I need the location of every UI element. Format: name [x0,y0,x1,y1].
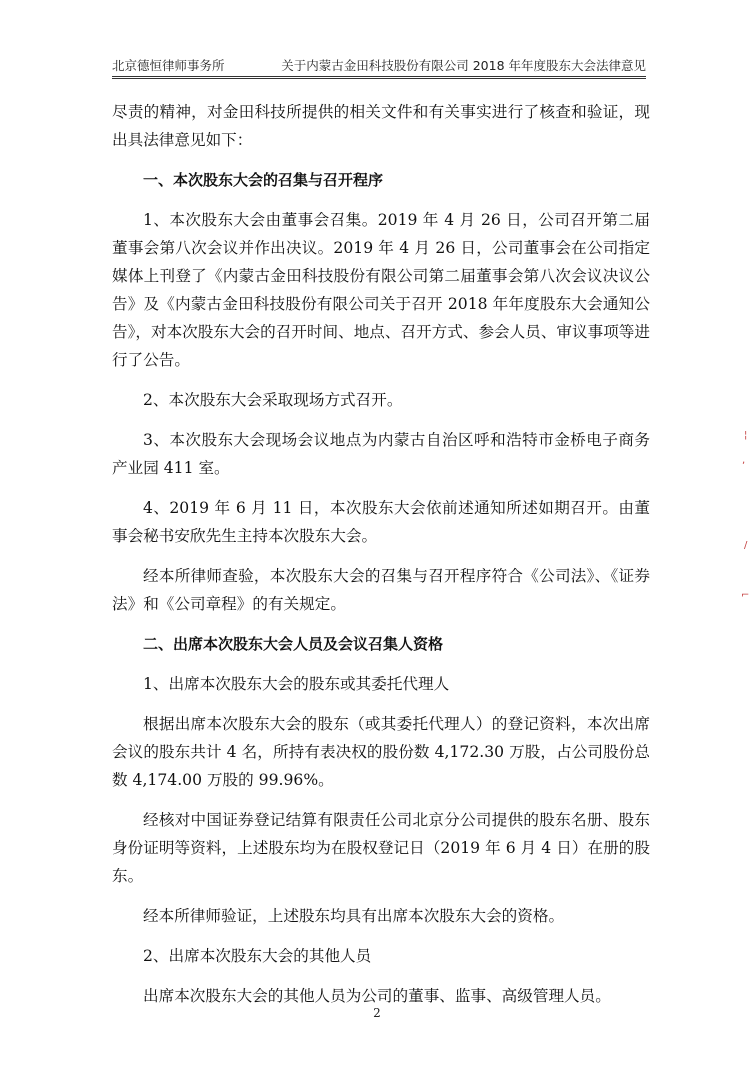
subsection-heading-shareholders: 1、出席本次股东大会的股东或其委托代理人 [143,675,450,693]
paragraph-intro: 尽责的精神，对金田科技所提供的相关文件和有关事实进行了核查和验证，现出具法律意见如下： [112,103,650,149]
section-heading-attendees: 二、出席本次股东大会人员及会议召集人资格 [143,635,444,653]
header-divider [112,76,646,77]
paragraph-shareholder-count: 根据出席本次股东大会的股东（或其委托代理人）的登记资料，本次出席会议的股东共计 4 名，所持有表决权的股份数 4,172.30 万股，占公司股份总数 4,174.00 万股的 99.96%。 [112,715,650,789]
header-divider-secondary [112,78,646,79]
paragraph-convening-1: 1、本次股东大会由董事会召集。2019 年 4 月 26 日，公司召开第二届董事会第八次会议并作出决议。2019 年 4 月 26 日，公司董事会在公司指定媒体上刊登了《内蒙古金田科技股份有限公司第二届董事会第八次会议决议公告》及《内蒙古金田科技股份有限公司关于召开 2018 年年度股东大会通知公告》，对本次股东大会的召开时间、地点、召开方式、参会人员、审议事项等进行了公告。 [112,211,650,369]
page-header [112,56,646,76]
paragraph-convening-4: 4、2019 年 6 月 11 日，本次股东大会依前述通知所述如期召开。由董事会秘书安欣先生主持本次股东大会。 [112,499,650,545]
paragraph-convening-2: 2、本次股东大会采取现场方式召开。 [143,391,403,409]
subsection-heading-other-attendees: 2、出席本次股东大会的其他人员 [143,947,372,965]
section-heading-convening: 一、本次股东大会的召集与召开程序 [143,171,384,189]
paragraph-shareholder-verification: 经核对中国证券登记结算有限责任公司北京分公司提供的股东名册、股东身份证明等资料，上述股东均为在股权登记日（2019 年 6 月 4 日）在册的股东。 [112,811,650,885]
header-document-title: 关于内蒙古金田科技股份有限公司 2018 年年度股东大会法律意见 [281,58,646,73]
edge-stamp-mark: / [744,540,748,551]
paragraph-convening-3: 3、本次股东大会现场会议地点为内蒙古自治区呼和浩特市金桥电子商务产业园 411 室。 [112,431,650,477]
paragraph-convening-conclusion: 经本所律师查验，本次股东大会的召集与召开程序符合《公司法》、《证券法》和《公司章程》的有关规定。 [112,567,650,613]
paragraph-other-attendees: 出席本次股东大会的其他人员为公司的董事、监事、高级管理人员。 [143,987,611,1005]
paragraph-shareholder-qualification: 经本所律师验证，上述股东均具有出席本次股东大会的资格。 [143,907,565,925]
document-body [112,98,650,1010]
edge-stamp-mark: ¦ [744,430,748,441]
header-firm-name: 北京德恒律师事务所 [112,58,225,73]
page-number: 2 [373,1006,381,1020]
edge-stamp-mark: ⌐ [741,590,750,601]
edge-stamp-mark: , [742,455,746,466]
